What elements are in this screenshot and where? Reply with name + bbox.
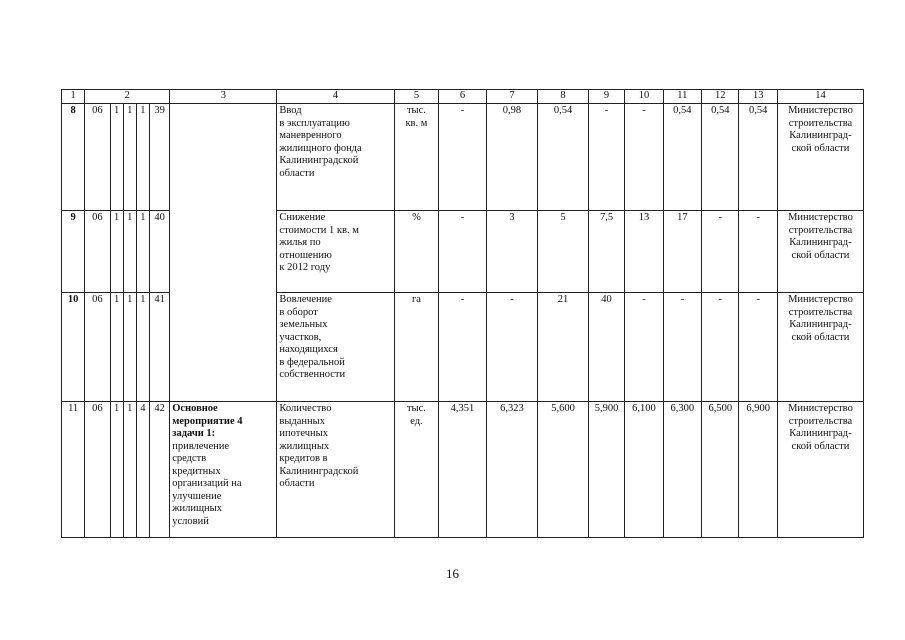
value-cell: 0,54	[663, 104, 701, 211]
value-cell: 6,300	[663, 402, 701, 538]
row-number: 8	[62, 104, 85, 211]
value-cell: 6,900	[739, 402, 777, 538]
value-cell: -	[739, 293, 777, 402]
indicator-cell: Количество выданных ипотечных жилищных кредитов в Калининградской области	[277, 402, 394, 538]
code-cell: 39	[149, 104, 169, 211]
value-cell: 0,54	[702, 104, 739, 211]
value-cell: -	[486, 293, 538, 402]
table-row	[62, 104, 864, 211]
header-cell: 7	[486, 90, 538, 104]
table-row	[62, 402, 864, 538]
code-cell: 40	[149, 211, 169, 293]
header-row	[62, 90, 864, 104]
code-cell: 1	[136, 293, 149, 402]
value-cell: 40	[588, 293, 624, 402]
responsible-cell: Министерство строительства Калининград- ской области	[777, 211, 863, 293]
value-cell: 7,5	[588, 211, 624, 293]
page-number: 16	[446, 566, 459, 581]
value-cell: 5,600	[538, 402, 589, 538]
code-cell: 1	[123, 293, 136, 402]
event-title: Основное мероприятие 4 задачи 1:	[172, 403, 243, 439]
header-cell: 1	[62, 90, 85, 104]
value-cell: 21	[538, 293, 589, 402]
code-cell: 1	[123, 104, 136, 211]
unit-cell: тыс. кв. м	[394, 104, 438, 211]
value-cell: -	[439, 293, 487, 402]
value-cell: 5,900	[588, 402, 624, 538]
indicator-cell: Ввод в эксплуатацию маневренного жилищного фонда Калининградской области	[277, 104, 394, 211]
code-cell: 06	[85, 402, 110, 538]
value-cell: -	[625, 104, 663, 211]
header-cell: 2	[85, 90, 170, 104]
code-cell: 42	[149, 402, 169, 538]
value-cell: 5	[538, 211, 589, 293]
indicators-table	[61, 89, 864, 538]
responsible-cell: Министерство строительства Калининград- ской области	[777, 293, 863, 402]
value-cell: -	[739, 211, 777, 293]
responsible-cell: Министерство строительства Калининград- ской области	[777, 402, 863, 538]
event-cell-empty	[170, 104, 277, 402]
value-cell: 0,54	[538, 104, 589, 211]
event-description: привлечение средств кредитных организаций на улучшение жилищных условий	[172, 440, 242, 527]
responsible-cell: Министерство строительства Калининград- ской области	[777, 104, 863, 211]
header-cell: 5	[394, 90, 438, 104]
unit-cell: %	[394, 211, 438, 293]
header-cell: 11	[663, 90, 701, 104]
code-cell: 1	[110, 293, 123, 402]
value-cell: 17	[663, 211, 701, 293]
value-cell: -	[588, 104, 624, 211]
value-cell: 6,500	[702, 402, 739, 538]
header-cell: 10	[625, 90, 663, 104]
row-number: 10	[62, 293, 85, 402]
header-cell: 6	[439, 90, 487, 104]
header-cell: 3	[170, 90, 277, 104]
code-cell: 1	[123, 211, 136, 293]
value-cell: 0,54	[739, 104, 777, 211]
code-cell: 1	[110, 211, 123, 293]
header-cell: 14	[777, 90, 863, 104]
header-cell: 12	[702, 90, 739, 104]
value-cell: -	[663, 293, 701, 402]
code-cell: 06	[85, 293, 110, 402]
unit-cell: га	[394, 293, 438, 402]
value-cell: 6,100	[625, 402, 663, 538]
code-cell: 41	[149, 293, 169, 402]
value-cell: -	[702, 211, 739, 293]
code-cell: 1	[110, 104, 123, 211]
code-cell: 1	[110, 402, 123, 538]
code-cell: 1	[136, 211, 149, 293]
header-cell: 13	[739, 90, 777, 104]
code-cell: 4	[136, 402, 149, 538]
event-cell	[170, 402, 277, 538]
value-cell: -	[702, 293, 739, 402]
indicator-cell: Вовлечение в оборот земельных участков, находящихся в федеральной собственности	[277, 293, 394, 402]
header-cell: 9	[588, 90, 624, 104]
value-cell: -	[439, 211, 487, 293]
unit-cell: тыс. ед.	[394, 402, 438, 538]
indicator-cell: Снижение стоимости 1 кв. м жилья по отношению к 2012 году	[277, 211, 394, 293]
code-cell: 1	[123, 402, 136, 538]
row-number: 9	[62, 211, 85, 293]
code-cell: 06	[85, 104, 110, 211]
value-cell: -	[625, 293, 663, 402]
value-cell: -	[439, 104, 487, 211]
header-cell: 4	[277, 90, 394, 104]
code-cell: 06	[85, 211, 110, 293]
value-cell: 6,323	[486, 402, 538, 538]
header-cell: 8	[538, 90, 589, 104]
value-cell: 3	[486, 211, 538, 293]
code-cell: 1	[136, 104, 149, 211]
value-cell: 0,98	[486, 104, 538, 211]
row-number: 11	[62, 402, 85, 538]
value-cell: 13	[625, 211, 663, 293]
value-cell: 4,351	[439, 402, 487, 538]
